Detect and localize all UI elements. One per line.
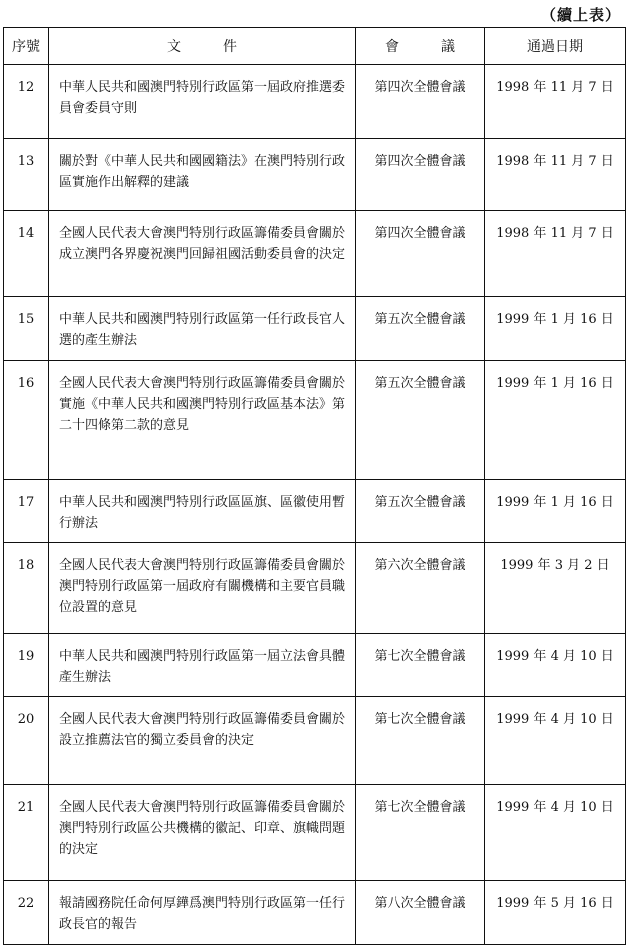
row-meeting: 第七次全體會議 bbox=[356, 634, 485, 697]
header-meeting: 會 議 bbox=[356, 28, 485, 65]
header-date: 通過日期 bbox=[485, 28, 626, 65]
row-document: 中華人民共和國澳門特別行政區第一屆立法會具體產生辦法 bbox=[49, 634, 356, 697]
row-seq: 17 bbox=[4, 480, 49, 543]
table-header-row bbox=[4, 28, 626, 65]
row-meeting: 第四次全體會議 bbox=[356, 139, 485, 211]
row-date: 1999 年 1 月 16 日 bbox=[485, 480, 626, 543]
table-row bbox=[4, 543, 626, 634]
row-meeting: 第八次全體會議 bbox=[356, 881, 485, 945]
row-date: 1998 年 11 月 7 日 bbox=[485, 139, 626, 211]
table-row bbox=[4, 785, 626, 881]
row-date: 1999 年 4 月 10 日 bbox=[485, 785, 626, 881]
table-row bbox=[4, 697, 626, 785]
table-row bbox=[4, 139, 626, 211]
row-seq: 20 bbox=[4, 697, 49, 785]
row-meeting: 第六次全體會議 bbox=[356, 543, 485, 634]
row-seq: 14 bbox=[4, 211, 49, 297]
row-seq: 21 bbox=[4, 785, 49, 881]
header-seq: 序號 bbox=[4, 28, 49, 65]
row-date: 1999 年 4 月 10 日 bbox=[485, 697, 626, 785]
table-row bbox=[4, 65, 626, 139]
row-seq: 18 bbox=[4, 543, 49, 634]
row-document: 全國人民代表大會澳門特別行政區籌備委員會關於成立澳門各界慶祝澳門回歸祖國活動委員會的決定 bbox=[49, 211, 356, 297]
row-meeting: 第五次全體會議 bbox=[356, 480, 485, 543]
row-seq: 13 bbox=[4, 139, 49, 211]
row-document: 中華人民共和國澳門特別行政區區旗、區徽使用暫行辦法 bbox=[49, 480, 356, 543]
row-date: 1999 年 1 月 16 日 bbox=[485, 361, 626, 480]
row-seq: 22 bbox=[4, 881, 49, 945]
table-row bbox=[4, 881, 626, 945]
header-document: 文 件 bbox=[49, 28, 356, 65]
row-meeting: 第七次全體會議 bbox=[356, 697, 485, 785]
row-document: 全國人民代表大會澳門特別行政區籌備委員會關於設立推薦法官的獨立委員會的決定 bbox=[49, 697, 356, 785]
row-meeting: 第四次全體會議 bbox=[356, 65, 485, 139]
row-date: 1998 年 11 月 7 日 bbox=[485, 211, 626, 297]
row-seq: 19 bbox=[4, 634, 49, 697]
row-meeting: 第五次全體會議 bbox=[356, 361, 485, 480]
table-row bbox=[4, 211, 626, 297]
resolutions-table bbox=[3, 27, 626, 945]
row-date: 1998 年 11 月 7 日 bbox=[485, 65, 626, 139]
table-row bbox=[4, 297, 626, 361]
row-date: 1999 年 4 月 10 日 bbox=[485, 634, 626, 697]
table-row bbox=[4, 634, 626, 697]
row-date: 1999 年 1 月 16 日 bbox=[485, 297, 626, 361]
row-document: 全國人民代表大會澳門特別行政區籌備委員會關於澳門特別行政區第一屆政府有關機構和主要官員職位設置的意見 bbox=[49, 543, 356, 634]
row-date: 1999 年 3 月 2 日 bbox=[485, 543, 626, 634]
row-seq: 12 bbox=[4, 65, 49, 139]
row-seq: 16 bbox=[4, 361, 49, 480]
row-date: 1999 年 5 月 16 日 bbox=[485, 881, 626, 945]
row-meeting: 第七次全體會議 bbox=[356, 785, 485, 881]
row-meeting: 第五次全體會議 bbox=[356, 297, 485, 361]
table-row bbox=[4, 480, 626, 543]
row-document: 全國人民代表大會澳門特別行政區籌備委員會關於實施《中華人民共和國澳門特別行政區基本法》第二十四條第二款的意見 bbox=[49, 361, 356, 480]
row-document: 全國人民代表大會澳門特別行政區籌備委員會關於澳門特別行政區公共機構的徽記、印章、旗幟問題的決定 bbox=[49, 785, 356, 881]
continued-note: （續上表） bbox=[540, 6, 621, 24]
row-document: 報請國務院任命何厚鏵爲澳門特別行政區第一任行政長官的報告 bbox=[49, 881, 356, 945]
row-document: 中華人民共和國澳門特別行政區第一屆政府推選委員會委員守則 bbox=[49, 65, 356, 139]
row-document: 中華人民共和國澳門特別行政區第一任行政長官人選的產生辦法 bbox=[49, 297, 356, 361]
row-seq: 15 bbox=[4, 297, 49, 361]
row-document: 關於對《中華人民共和國國籍法》在澳門特別行政區實施作出解釋的建議 bbox=[49, 139, 356, 211]
row-meeting: 第四次全體會議 bbox=[356, 211, 485, 297]
table-row bbox=[4, 361, 626, 480]
